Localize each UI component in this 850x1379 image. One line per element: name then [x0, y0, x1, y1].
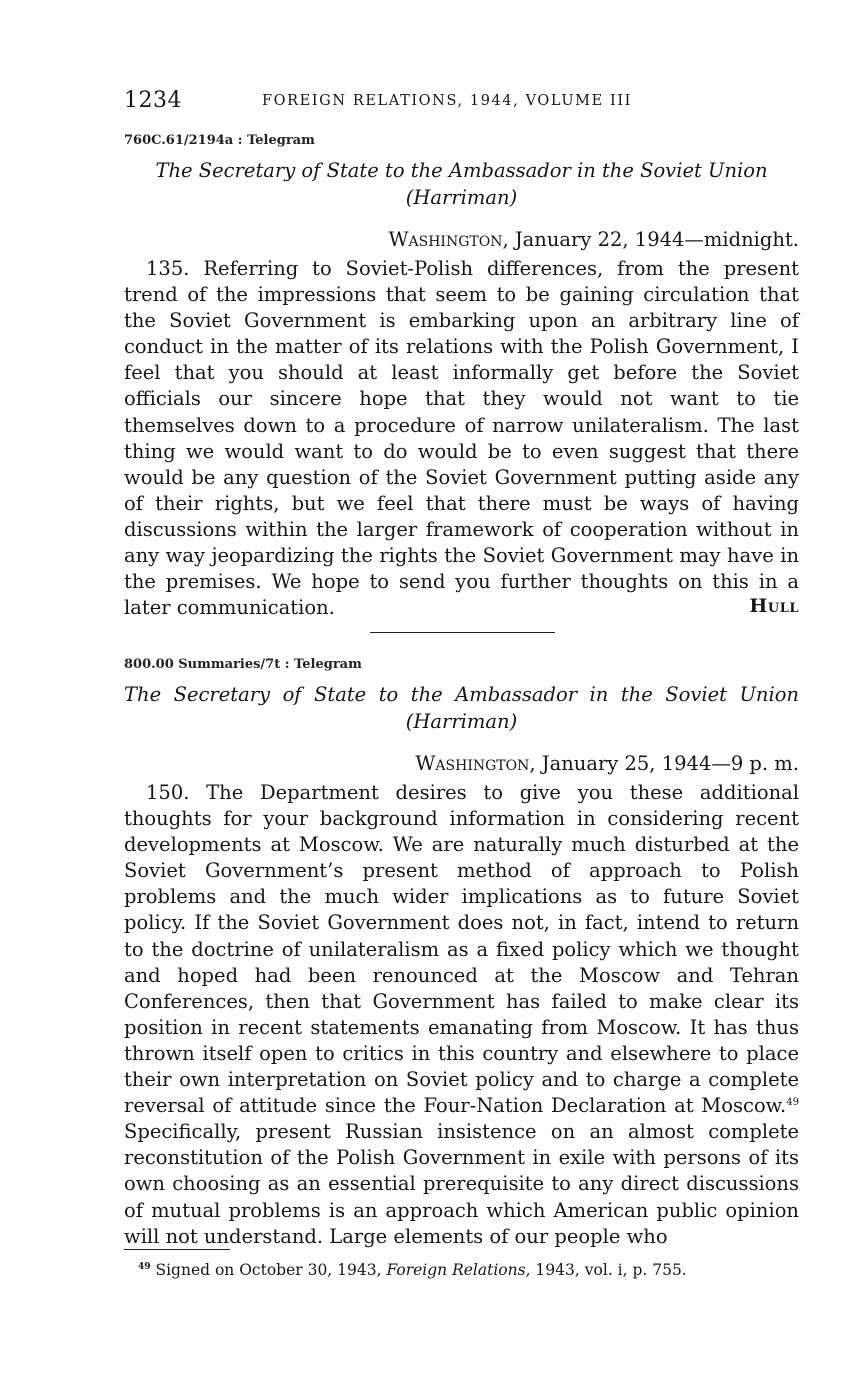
footnote-divider — [124, 1249, 230, 1250]
footnote-number: 49 — [138, 1262, 151, 1272]
dateline-place: Washington — [415, 752, 530, 775]
section-divider — [370, 632, 555, 633]
title-line: The Secretary of State to the Ambassador in the Soviet Union — [155, 159, 768, 182]
document-id: 760C.61/2194a : Telegram — [124, 133, 315, 148]
body-text-part: 150. The Department desires to give you these additional thoughts for your background information in considering recent developments at Moscow. We are naturally much disturbed at the Soviet Government’s present method of approach to Polish problems and the much wider implications as to future Soviet policy. If the Soviet Government does not, in fact, intend to return to the doctrine of unilateralism as a fixed policy which we thought and hoped had been renounced at the Moscow and Tehran Conferences, then that Government has failed to make clear its position in recent statements emanating from Moscow. It has thus thrown itself open to critics in this country and elsewhere to place their own interpretation on Soviet policy and to charge a complete reversal of attitude since the Four-Nation Declaration at Moscow. — [124, 781, 799, 1118]
page-number: 1234 — [124, 88, 182, 113]
dateline — [415, 752, 799, 775]
dateline-date: , January 22, 1944—midnight. — [502, 228, 799, 251]
telegram-body — [124, 780, 799, 1250]
title-recipient: (Harriman) — [405, 710, 518, 733]
footnote-reference: 49 — [786, 1097, 799, 1109]
title-recipient: (Harriman) — [405, 186, 518, 209]
document-title — [124, 157, 799, 211]
body-paragraph — [124, 780, 799, 1250]
footnote-text: Signed on October 30, 1943, — [150, 1261, 387, 1279]
document-id: 800.00 Summaries/7t : Telegram — [124, 657, 362, 672]
document-title — [124, 681, 799, 735]
dateline-place: Washington — [388, 228, 503, 251]
footnote-citation: , 1943, vol. i, p. 755. — [525, 1261, 687, 1279]
footnote-source-title: Foreign Relations — [386, 1261, 526, 1279]
signature: Hull — [749, 595, 799, 617]
body-paragraph: 135. Referring to Soviet-Polish differences, from the present trend of the impressions that seem to be gaining circulation that the Soviet Government is embarking upon an arbitrary line of conduct in the matter of its relations with the Polish Government, I feel that you should at least informally get before the Soviet officials our sincere hope that they would not want to tie themselves down to a procedure of narrow unilateralism. The last thing we would want to do would be to even suggest that there would be any question of the Soviet Government putting aside any of their rights, but we feel that there must be ways of having discussions within the larger framework of cooperation without in any way jeopardizing the rights the Soviet Government may have in the premises. We hope to send you further thoughts on this in a later communication. — [124, 257, 799, 620]
page-header — [124, 88, 799, 118]
title-line: The Secretary of State to the Ambassador in the Soviet Union — [124, 683, 799, 706]
body-text-part: Specifically, present Russian insistence on an almost complete reconstitution of the Polish Government in exile with persons of its own choosing as an essential prerequisite to any direct discussions of mutual problems is an approach which American public opinion will not understand. Large elements of our people who — [124, 1120, 799, 1248]
dateline — [388, 228, 799, 251]
footnote — [138, 1261, 687, 1279]
running-head: FOREIGN RELATIONS, 1944, VOLUME III — [262, 93, 632, 109]
telegram-body — [124, 256, 799, 621]
dateline-date: , January 25, 1944—9 p. m. — [529, 752, 799, 775]
